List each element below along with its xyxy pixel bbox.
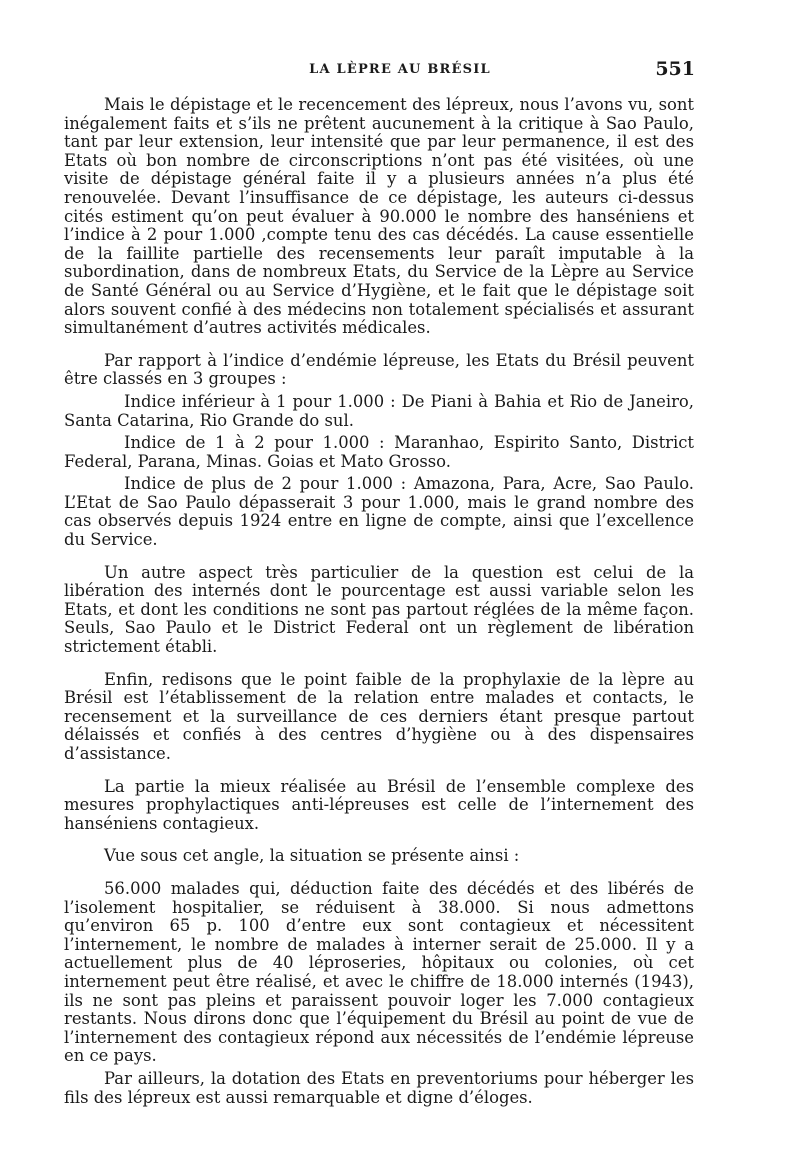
page-number: 551 [655,58,695,80]
paragraph-group-low: Indice inférieur à 1 pour 1.000 : De Piani à Bahia et Rio de Janeiro, Santa Catarina, Rio Grande do sul. [64,391,694,430]
paragraph-classification: Par rapport à l’indice d’endémie lépreuse, les Etats du Brésil peuvent être classés en 3 groupes : [64,350,694,389]
paragraph-situation: Vue sous cet angle, la situation se présente ainsi : [104,846,520,866]
paragraph-statistics: 56.000 malades qui, déduction faite des décédés et des libérés de l’isolement hospitalier, se réduisent à 38.000. Si nous admettons qu’environ 65 p. 100 d’entre eux sont contagieux et nécessitent l’internement, le nombre de malades à interner serait de 25.000. Il y a actuellement plus de 40 léproseries, hôpitaux ou colonies, où cet internement peut être réalisé, et avec le chiffre de 18.000 internés (1943), ils ne sont pas pleins et paraissent pouvoir loger les 7.000 contagieux restants. Nous dirons donc que l’équipement du Brésil au point de vue de l’internement des contagieux répond aux nécessités de l’endémie lépreuse en ce pays. [64,878,694,1066]
paragraph-preventoriums: Par ailleurs, la dotation des Etats en preventoriums pour héberger les fils des lépreux est aussi remarquable et digne d’éloges. [64,1068,694,1107]
paragraph-liberation: Un autre aspect très particulier de la question est celui de la libération des internés dont le pourcentage est aussi variable selon les Etats, et dont les conditions ne sont pas partout réglées de la même façon. Seuls, Sao Paulo et le District Federal ont un règlement de libération strictement établi. [64,562,694,657]
paragraph-group-mid: Indice de 1 à 2 pour 1.000 : Maranhao, Espirito Santo, District Federal, Parana, Minas. Goias et Mato Grosso. [64,433,694,471]
paragraph-depistage: Mais le dépistage et le recencement des lépreux, nous l’avons vu, sont inégalement faits et s’ils ne prêtent aucunement à la critique à Sao Paulo, tant par leur extension, leur intensité que par leur permanence, il est des Etats où bon nombre de circonscriptions n’ont pas été visitées, où une visite de dépistage général faite il y a plusieurs années n’a plus été renouvelée. Devant l’insuffisance de ce dépistage, les auteurs ci-dessus cités estiment qu’on peut évaluer à 90.000 le nombre des hanséniens et l’indice à 2 pour 1.000 ,compte tenu des cas décédés. La cause essentielle de la faillite partielle des recensements leur paraît imputable à la subordination, dans de nombreux Etats, du Service de la Lèpre au Service de Santé Général ou au Service d’Hygiène, et le fait que le dépistage soit alors souvent confié à des médecins non totalement spécialisés et assurant simultanément d’autres activités médicales. [64,95,694,338]
paragraph-group-high: Indice de plus de 2 pour 1.000 : Amazona, Para, Acre, Sao Paulo. L’Etat de Sao Paulo dépasserait 3 pour 1.000, mais le grand nombre des cas observés depuis 1924 entre en ligne de compte, ainsi que l’excellence du Service. [64,474,694,550]
running-header: LA LÈPRE AU BRÉSIL [309,62,491,77]
paragraph-internement: La partie la mieux réalisée au Brésil de l’ensemble complexe des mesures prophylactiques anti-lépreuses est celle de l’internement des hanséniens contagieux. [64,776,694,833]
paragraph-contacts: Enfin, redisons que le point faible de la prophylaxie de la lèpre au Brésil est l’établissement de la relation entre malades et contacts, le recensement et la surveillance de ces derniers étant presque partout délaissés et confiés à des centres d’hygiène ou à des dispensaires d’assistance. [64,669,694,763]
body-text [64,96,694,1107]
